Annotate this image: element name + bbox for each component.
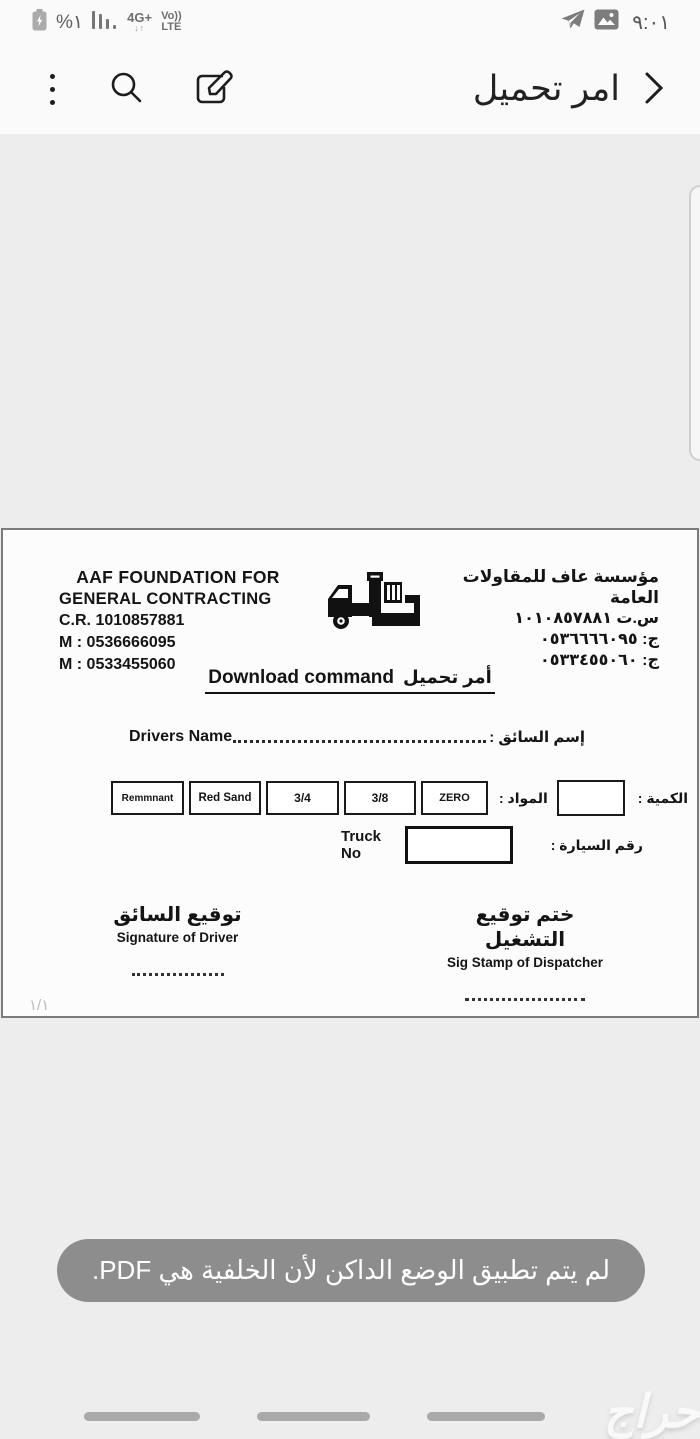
- company-mobile-1: M : 0536666095: [59, 634, 176, 651]
- driver-name-label-en: Drivers Name: [129, 728, 233, 745]
- nav-home-hint[interactable]: [257, 1412, 370, 1421]
- driver-signature-label-ar: توقيع السائق: [113, 904, 242, 926]
- dispatcher-stamp-line: [465, 998, 585, 1001]
- dotted-leader: [233, 740, 486, 743]
- nav-recents-hint[interactable]: [84, 1412, 200, 1421]
- company-mobile-2: M : 0533455060: [59, 656, 176, 673]
- volte-top-label: Vo)): [161, 10, 182, 22]
- document-header: [59, 566, 659, 676]
- dispatcher-stamp-label-en: Sig Stamp of Dispatcher: [446, 955, 604, 970]
- volte-indicator: [161, 11, 182, 33]
- haraj-watermark: حراج: [603, 1385, 700, 1437]
- battery-charging-icon: [32, 9, 47, 36]
- dispatcher-stamp-label-ar: ختم توقيع التشغيل: [475, 904, 575, 951]
- quantity-label-ar: الكمية :: [637, 789, 689, 806]
- page-number-indicator: ١/١: [29, 997, 50, 1014]
- company-cr-number: C.R. 1010857881: [59, 612, 185, 629]
- back-button[interactable]: [638, 64, 670, 115]
- driver-signature-label-en: Signature of Driver: [116, 930, 239, 945]
- signal-strength-icon: [92, 10, 118, 35]
- driver-signature-line: [132, 973, 224, 976]
- material-option-3-8: 3/8: [344, 781, 416, 815]
- chevron-right-icon: [642, 68, 666, 111]
- network-4g-label: 4G+: [127, 10, 153, 25]
- page-title: امر تحميل: [472, 69, 620, 108]
- gallery-icon: [594, 9, 619, 35]
- toolbar-actions: [42, 64, 239, 115]
- truck-no-label-en: Truck No: [341, 828, 382, 862]
- driver-name-label-ar: إسم السائق :: [489, 729, 585, 746]
- scrollbar-handle[interactable]: [689, 185, 700, 461]
- material-option-red-sand: Red Sand: [189, 781, 261, 815]
- status-bar: [0, 0, 700, 44]
- driver-name-row: [129, 728, 585, 746]
- truck-no-field-box: [405, 826, 513, 864]
- volte-bottom-label: LTE: [161, 21, 182, 33]
- company-info-ar: [454, 566, 659, 676]
- materials-row: [111, 780, 689, 816]
- material-option-zero: ZERO: [421, 781, 488, 815]
- driver-signature-block: [95, 902, 260, 976]
- company-name-ar: مؤسسة عاف للمقاولات العامة: [462, 567, 659, 607]
- telegram-icon: [561, 9, 585, 36]
- dark-mode-toast: لم يتم تطبيق الوضع الداكن لأن الخلفية هي PDF.: [57, 1239, 645, 1302]
- material-option-remnant: Remmnant: [111, 781, 184, 815]
- quantity-field-box: [557, 780, 625, 816]
- company-info-en: [59, 566, 297, 676]
- edit-button[interactable]: [189, 64, 239, 115]
- form-title: [3, 667, 697, 694]
- overflow-menu-button[interactable]: [42, 72, 63, 107]
- toolbar-title-area: [473, 64, 670, 115]
- company-name-line1: AAF FOUNDATION FOR: [76, 567, 280, 587]
- pdf-viewer-area: [0, 134, 700, 1439]
- data-arrows-icon: ↓↑: [134, 23, 146, 33]
- company-mobile-2-ar: ج: ٠٥٣٣٤٥٥٠٦٠: [540, 652, 659, 669]
- nav-back-hint[interactable]: [427, 1412, 545, 1421]
- company-name-line2: GENERAL CONTRACTING: [59, 590, 272, 608]
- status-left-cluster: [32, 9, 182, 36]
- truck-logo-icon: [326, 572, 426, 676]
- search-icon: [107, 69, 145, 110]
- truck-number-row: [341, 826, 643, 864]
- form-title-ar: أمر تحميل: [403, 667, 492, 687]
- pdf-page: [1, 528, 699, 1018]
- app-toolbar: [0, 44, 700, 134]
- network-4g-indicator: [127, 11, 152, 33]
- material-option-3-4: 3/4: [266, 781, 339, 815]
- company-cr-ar: س.ت ١٠١٠٨٥٧٨٨١: [514, 610, 659, 627]
- edit-pencil-icon: [193, 68, 235, 111]
- clock-label: ٩:٠١: [632, 11, 670, 34]
- form-title-en: Download command: [208, 667, 395, 688]
- truck-no-label-ar: رقم السيارة :: [550, 836, 643, 853]
- search-button[interactable]: [103, 65, 149, 114]
- battery-percent-label: %١: [56, 11, 84, 33]
- company-mobile-1-ar: ج: ٠٥٣٦٦٦٦٠٩٥: [540, 631, 659, 648]
- dispatcher-stamp-block: [441, 902, 609, 1001]
- status-right-cluster: [561, 9, 670, 36]
- materials-label-ar: المواد :: [499, 789, 548, 806]
